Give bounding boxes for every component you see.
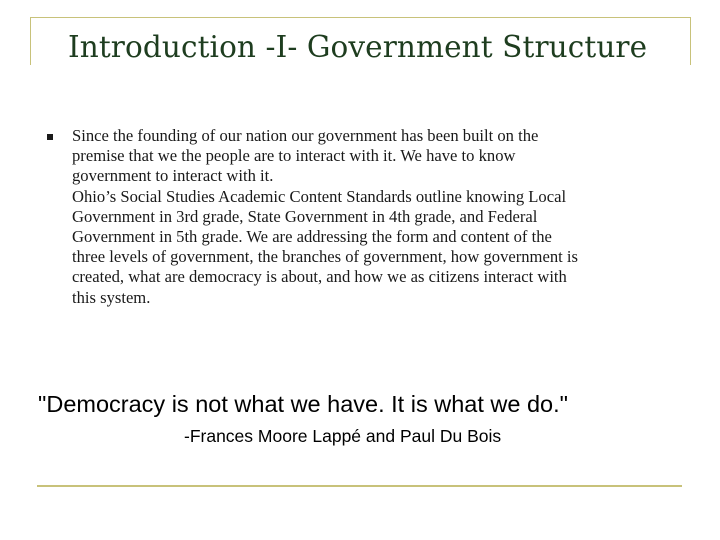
- bullet-text: [72, 126, 684, 308]
- bullet-line: three levels of government, the branches of government, how government is: [72, 247, 578, 267]
- square-bullet-icon: [47, 134, 53, 140]
- bottom-rule: [37, 485, 682, 487]
- top-rule: [30, 17, 691, 18]
- left-rule: [30, 17, 31, 65]
- right-rule: [690, 17, 691, 65]
- bullet-line: premise that we the people are to interact with it. We have to know: [72, 146, 516, 166]
- quote-attribution: -Frances Moore Lappé and Paul Du Bois: [184, 426, 502, 446]
- bullet-line: Ohio’s Social Studies Academic Content Standards outline knowing Local: [72, 186, 567, 206]
- quote: "Democracy is not what we have. It is what we do.": [38, 391, 568, 417]
- bullet-line: government to interact with it.: [72, 166, 274, 186]
- bullet-line: created, what are democracy is about, and how we as citizens interact with: [72, 267, 567, 287]
- bullet-line: Government in 5th grade. We are addressing the form and content of the: [72, 227, 552, 247]
- bullet-line: this system.: [72, 287, 151, 307]
- slide-title: Introduction -I- Government Structure: [68, 30, 648, 64]
- bullet-line: Government in 3rd grade, State Government in 4th grade, and Federal: [72, 206, 538, 226]
- bullet-line: Since the founding of our nation our government has been built on the: [72, 126, 539, 145]
